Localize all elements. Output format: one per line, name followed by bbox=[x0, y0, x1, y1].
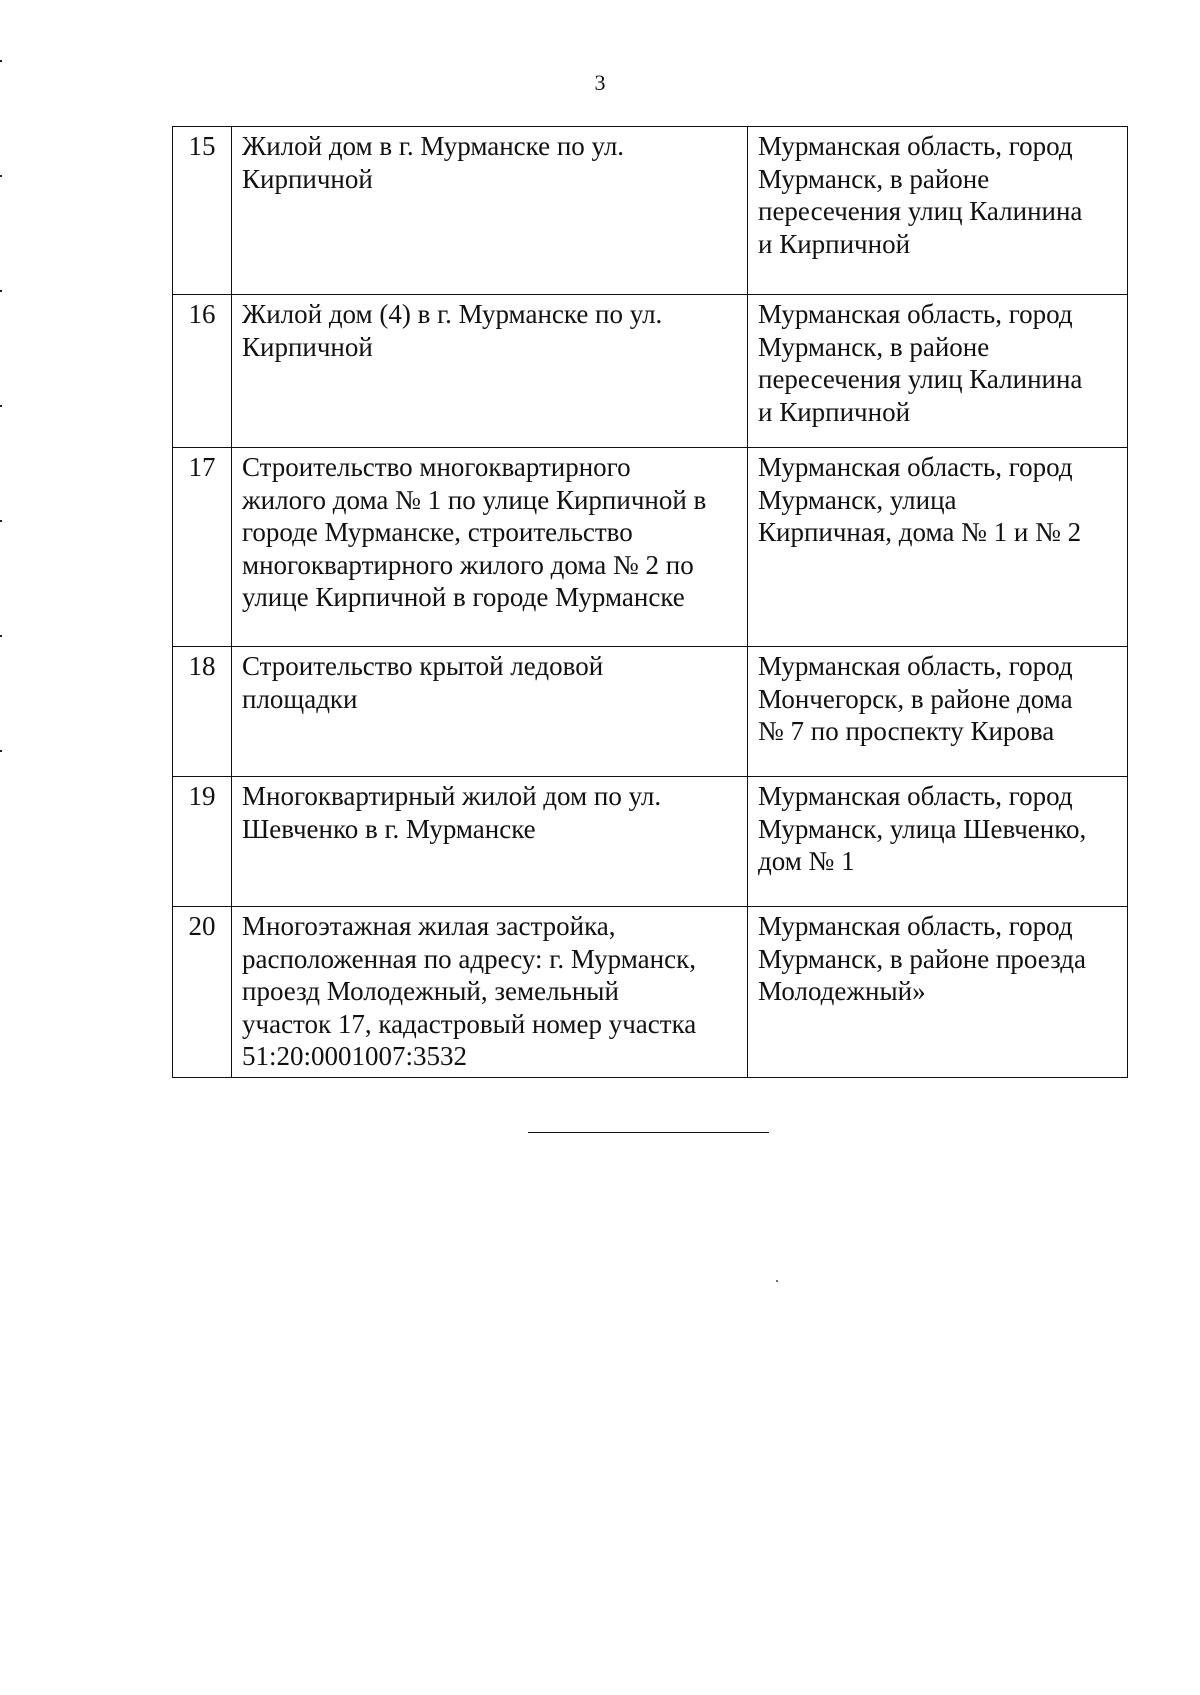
object-name: Многоквартирный жилой дом по ул. Шевченко в г. Мурманске bbox=[232, 777, 748, 907]
page-number: 3 bbox=[594, 70, 606, 95]
table-row bbox=[173, 647, 1128, 777]
table-row bbox=[173, 127, 1128, 295]
table-row bbox=[173, 295, 1128, 448]
object-name: Жилой дом в г. Мурманске по ул. Кирпичной bbox=[232, 127, 748, 295]
object-address: Мурманская область, город Мурманск, в районе пересечения улиц Калинина и Кирпичной bbox=[748, 127, 1128, 295]
object-name: Многоэтажная жилая застройка, расположенная по адресу: г. Мурманск, проезд Молодежный, земельный участок 17, кадастровый номер участка 51:20:0001007:3532 bbox=[232, 907, 748, 1078]
row-number: 15 bbox=[173, 127, 232, 295]
row-number: 20 bbox=[173, 907, 232, 1078]
object-address: Мурманская область, город Мурманск, в районе проезда Молодежный» bbox=[748, 907, 1128, 1078]
object-name: Строительство многоквартирного жилого дома № 1 по улице Кирпичной в городе Мурманске, строительство многоквартирного жилого дома № 2 по улице Кирпичной в городе Мурманске bbox=[232, 448, 748, 647]
object-name: Жилой дом (4) в г. Мурманске по ул. Кирпичной bbox=[232, 295, 748, 448]
closing-divider bbox=[528, 1132, 769, 1133]
binding-mark bbox=[0, 405, 2, 407]
binding-mark bbox=[0, 60, 2, 62]
object-address: Мурманская область, город Мурманск, в районе пересечения улиц Калинина и Кирпичной bbox=[748, 295, 1128, 448]
table-row bbox=[173, 777, 1128, 907]
table-row bbox=[173, 448, 1128, 647]
binding-mark bbox=[0, 520, 2, 522]
binding-mark bbox=[0, 290, 2, 292]
binding-mark bbox=[0, 175, 2, 177]
object-address: Мурманская область, город Мурманск, улица Кирпичная, дома № 1 и № 2 bbox=[748, 448, 1128, 647]
objects-table bbox=[172, 126, 1128, 1078]
scan-speck bbox=[776, 1280, 778, 1282]
object-address: Мурманская область, город Мончегорск, в районе дома № 7 по проспекту Кирова bbox=[748, 647, 1128, 777]
binding-mark bbox=[0, 750, 2, 752]
binding-mark bbox=[0, 635, 2, 637]
object-name: Строительство крытой ледовой площадки bbox=[232, 647, 748, 777]
row-number: 19 bbox=[173, 777, 232, 907]
row-number: 16 bbox=[173, 295, 232, 448]
row-number: 17 bbox=[173, 448, 232, 647]
row-number: 18 bbox=[173, 647, 232, 777]
object-address: Мурманская область, город Мурманск, улица Шевченко, дом № 1 bbox=[748, 777, 1128, 907]
table-row bbox=[173, 907, 1128, 1078]
